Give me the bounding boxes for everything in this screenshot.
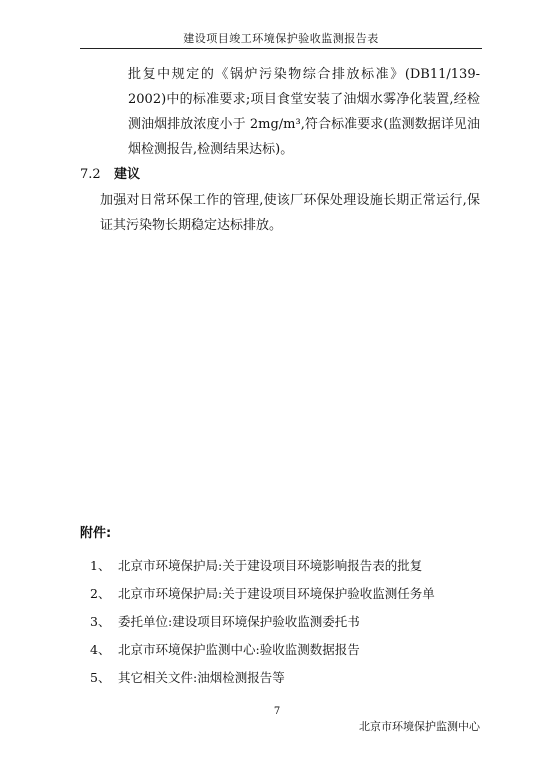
paragraph-suggestions: 加强对日常环保工作的管理,使该厂环保处理设施长期正常运行,保证其污染物长期稳定达标排放。: [100, 193, 480, 233]
attachment-index: 5、: [90, 670, 111, 685]
attachment-item: [90, 636, 490, 664]
footer-organization: 北京市环境保护监测中心: [359, 720, 480, 733]
attachment-text: 其它相关文件:油烟检测报告等: [118, 670, 285, 685]
attachment-text: 北京市环境保护监测中心:验收监测数据报告: [118, 642, 360, 657]
header-divider: [80, 48, 482, 49]
attachment-index: 4、: [90, 642, 111, 657]
section-number: 7.2: [80, 167, 101, 182]
attachment-item: [90, 608, 490, 636]
page-header-title: 建设项目竣工环境保护验收监测报告表: [183, 32, 379, 45]
attachment-text: 北京市环境保护局:关于建设项目环境影响报告表的批复: [118, 558, 423, 573]
page-number: 7: [273, 706, 281, 717]
attachment-item: [90, 664, 490, 692]
attachment-text: 委托单位:建设项目环境保护验收监测委托书: [118, 614, 360, 629]
attachments-heading: 附件:: [80, 526, 112, 541]
section-title: 建议: [114, 167, 141, 182]
attachment-item: [90, 552, 490, 580]
attachment-index: 1、: [90, 558, 111, 573]
section-heading-suggestions: [80, 163, 140, 182]
attachments-list: [90, 552, 490, 692]
attachment-index: 3、: [90, 614, 111, 629]
attachment-text: 北京市环境保护局:关于建设项目环境保护验收监测任务单: [118, 586, 435, 601]
attachment-item: [90, 580, 490, 608]
attachment-index: 2、: [90, 586, 111, 601]
paragraph-standards-compliance: 批复中规定的《锅炉污染物综合排放标准》(DB11/139-2002)中的标准要求;项目食堂安装了油烟水雾净化装置,经检测油烟排放浓度小于 2mg/m³,符合标准要求(监测数据详见油烟检测报告,检测结果达标)。: [128, 67, 480, 157]
